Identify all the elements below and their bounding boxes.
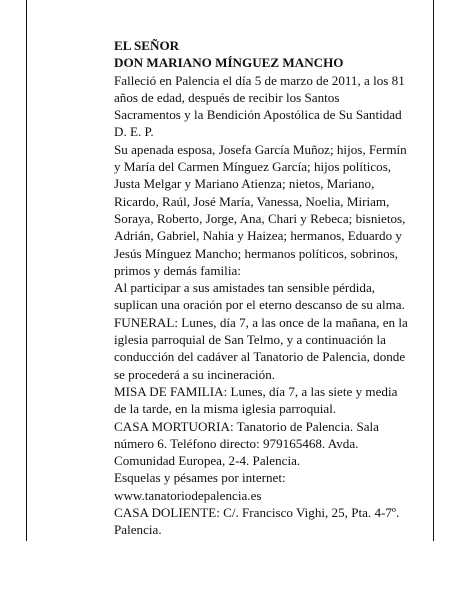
prayer-line: Al participar a sus amistades tan sensible pérdida, (114, 280, 376, 296)
mourning-house-line: Palencia. (114, 522, 162, 538)
internet-line: Esquelas y pésames por internet: (114, 470, 286, 486)
mourning-house-line: CASA DOLIENTE: C/. Francisco Vighi, 25, Pta. 4-7º. (114, 505, 400, 521)
funeral-line: conducción del cadáver al Tanatorio de Palencia, donde (114, 349, 406, 365)
family-line: primos y demás familia: (114, 262, 241, 278)
funeral-line: iglesia parroquial de San Telmo, y a continuación la (114, 332, 386, 348)
mortuary-line: Comunidad Europea, 2-4. Palencia. (114, 453, 301, 469)
funeral-line: se procederá a su incineración. (114, 366, 276, 382)
family-line: Adrián, Gabriel, Nahia y Haizea; hermanos, Eduardo y (114, 228, 402, 244)
death-line: D. E. P. (114, 124, 154, 140)
death-paragraph (114, 72, 424, 141)
mortuary-paragraph (114, 418, 424, 470)
family-line: y María del Carmen Mínguez García; hijos políticos, (114, 159, 392, 175)
prayer-paragraph (114, 279, 424, 314)
prayer-line: suplican una oración por el eterno descanso de su alma. (114, 297, 405, 313)
mass-line: MISA DE FAMILIA: Lunes, día 7, a las siete y media (114, 383, 398, 399)
mass-line: de la tarde, en la misma iglesia parroquial. (114, 401, 337, 417)
family-line: Jesús Mínguez Mancho; hermanos políticos, sobrinos, (114, 245, 399, 261)
death-line: años de edad, después de recibir los Santos (114, 89, 340, 105)
family-line: Su apenada esposa, Josefa García Muñoz; hijos, Fermín (114, 141, 407, 157)
family-line: Soraya, Roberto, Jorge, Ana, Chari y Rebeca; bisnietos, (114, 210, 406, 226)
death-line: Falleció en Palencia el día 5 de marzo de 2011, a los 81 (114, 72, 405, 88)
funeral-line: FUNERAL: Lunes, día 7, a las once de la mañana, en la (114, 314, 408, 330)
website-link[interactable]: www.tanatoriodepalencia.es (114, 487, 262, 503)
title-line-1: EL SEÑOR (114, 38, 180, 53)
family-line: Justa Melgar y Mariano Atienza; nietos, Mariano, (114, 176, 375, 192)
mass-paragraph (114, 383, 424, 418)
title-line-2: DON MARIANO MÍNGUEZ MANCHO (114, 55, 344, 71)
death-line: Sacramentos y la Bendición Apostólica de Su Santidad (114, 107, 402, 123)
internet-paragraph (114, 469, 424, 504)
family-paragraph (114, 141, 424, 279)
funeral-paragraph (114, 314, 424, 383)
mortuary-line: número 6. Teléfono directo: 979165468. Avda. (114, 435, 359, 451)
notice-title (114, 37, 424, 72)
mortuary-line: CASA MORTUORIA: Tanatorio de Palencia. Sala (114, 418, 379, 434)
obituary-notice (114, 37, 424, 539)
mourning-house-paragraph (114, 504, 424, 539)
family-line: Ricardo, Raúl, José María, Vanessa, Noelia, Miriam, (114, 193, 390, 209)
